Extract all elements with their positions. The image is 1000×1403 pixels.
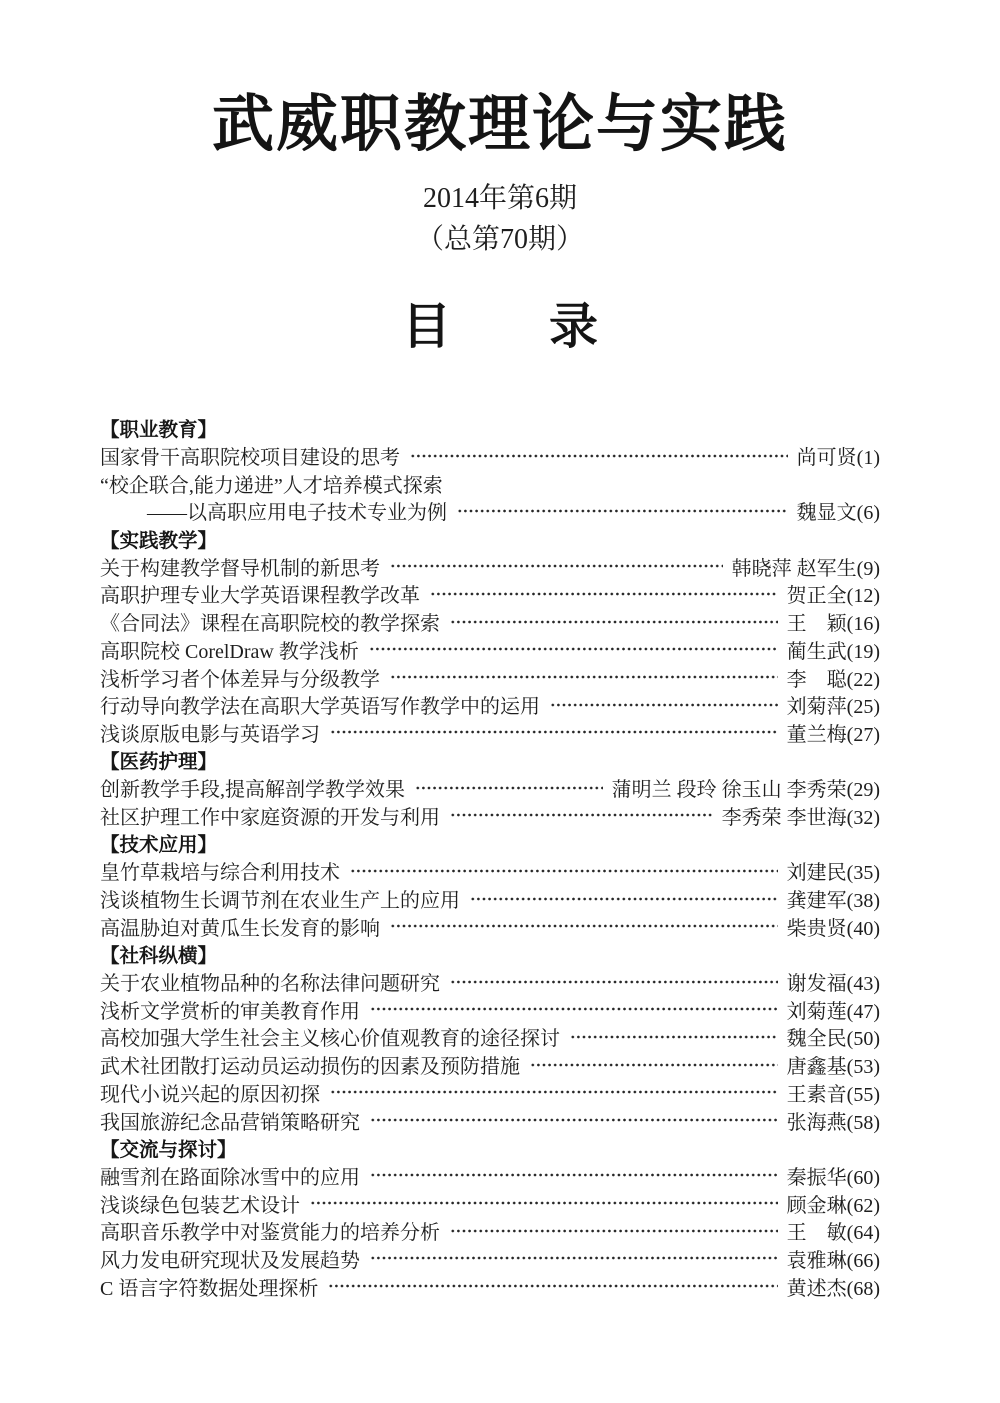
entry-title: 浅析学习者个体差异与分级教学 bbox=[100, 668, 380, 691]
entry-title: C 语言字符数据处理探析 bbox=[100, 1277, 319, 1300]
issue-line: 2014年第6期 bbox=[422, 183, 577, 215]
entry-authors-page: 王素音(55) bbox=[786, 1083, 880, 1106]
dot-leader bbox=[570, 1027, 778, 1047]
dot-leader bbox=[450, 612, 778, 632]
toc-title: 目 录 bbox=[401, 299, 598, 355]
entry-authors-page: 柴贵贤(40) bbox=[786, 917, 880, 940]
entry-authors-page: 刘菊莲(47) bbox=[786, 1000, 880, 1023]
toc-entry bbox=[100, 885, 880, 913]
entry-title: 武术社团散打运动员运动损伤的因素及预防措施 bbox=[100, 1056, 520, 1079]
dot-leader bbox=[457, 501, 788, 521]
entry-title: 高校加强大学生社会主义核心价值观教育的途径探讨 bbox=[100, 1028, 560, 1051]
dot-leader bbox=[450, 1221, 778, 1241]
entry-authors-page: 尚可贤(1) bbox=[796, 447, 880, 470]
dot-leader bbox=[370, 1110, 778, 1130]
entry-title: 现代小说兴起的原因初探 bbox=[100, 1083, 320, 1106]
entry-title: 浅析文学赏析的审美教育作用 bbox=[100, 1000, 360, 1023]
entry-title: 皇竹草栽培与综合利用技术 bbox=[100, 862, 340, 885]
entry-authors-page: 刘菊萍(25) bbox=[786, 696, 880, 719]
entry-authors-page: 王 敏(64) bbox=[786, 1222, 880, 1245]
entry-title: 高职护理专业大学英语课程教学改革 bbox=[100, 585, 420, 608]
dot-leader bbox=[369, 639, 778, 659]
entry-title: 创新教学手段,提高解剖学教学效果 bbox=[100, 779, 405, 802]
toc-entry bbox=[100, 1272, 880, 1300]
dot-leader bbox=[350, 861, 778, 881]
toc-list bbox=[100, 414, 880, 1300]
toc-entry bbox=[100, 636, 880, 664]
entry-title: 行动导向教学法在高职大学英语写作教学中的运用 bbox=[100, 696, 540, 719]
dot-leader bbox=[330, 722, 778, 742]
dot-leader bbox=[390, 556, 723, 576]
entry-authors-page: 龚建军(38) bbox=[786, 890, 880, 913]
dot-leader bbox=[430, 584, 778, 604]
toc-entry bbox=[100, 580, 880, 608]
entry-authors-page: 刘建民(35) bbox=[786, 862, 880, 885]
entry-authors-page: 黄述杰(68) bbox=[786, 1277, 880, 1300]
entry-authors-page: 唐鑫基(53) bbox=[786, 1056, 880, 1079]
toc-entry bbox=[100, 802, 880, 830]
section-heading: 【实践教学】 bbox=[100, 529, 218, 552]
entry-title: “校企联合,能力递进”人才培养模式探索 bbox=[100, 474, 443, 497]
toc-entry bbox=[100, 857, 880, 885]
toc-entry bbox=[100, 552, 880, 580]
dot-leader bbox=[470, 889, 778, 909]
entry-authors-page: 袁雅琳(66) bbox=[786, 1249, 880, 1272]
dot-leader bbox=[415, 778, 603, 798]
entry-title: 《合同法》课程在高职院校的教学探索 bbox=[100, 613, 440, 636]
entry-authors-page: 李秀荣 李世海(32) bbox=[721, 806, 880, 829]
entry-title: 浅谈绿色包装艺术设计 bbox=[100, 1194, 300, 1217]
dot-leader bbox=[530, 1055, 778, 1075]
dot-leader bbox=[310, 1193, 778, 1213]
entry-title: 高温胁迫对黄瓜生长发育的影响 bbox=[100, 917, 380, 940]
entry-title: 关于构建教学督导机制的新思考 bbox=[100, 557, 380, 580]
masthead-block bbox=[0, 0, 1000, 354]
entry-title: 国家骨干高职院校项目建设的思考 bbox=[100, 447, 400, 470]
entry-title: 浅谈原版电影与英语学习 bbox=[100, 723, 320, 746]
entry-title: ——以高职应用电子技术专业为例 bbox=[147, 502, 447, 525]
toc-entry bbox=[100, 912, 880, 940]
toc-entry bbox=[100, 774, 880, 802]
entry-authors-page: 顾金琳(62) bbox=[786, 1194, 880, 1217]
toc-entry bbox=[100, 469, 880, 497]
toc-entry bbox=[100, 1051, 880, 1079]
entry-authors-page: 蒲明兰 段玲 徐玉山 李秀荣(29) bbox=[611, 779, 880, 802]
toc-entry bbox=[100, 1106, 880, 1134]
entry-authors-page: 贺正全(12) bbox=[786, 585, 880, 608]
journal-title: 武威职教理论与实践 bbox=[211, 91, 788, 159]
dot-leader bbox=[550, 695, 778, 715]
entry-title: 我国旅游纪念品营销策略研究 bbox=[100, 1111, 360, 1134]
toc-entry bbox=[100, 1023, 880, 1051]
entry-authors-page: 魏全民(50) bbox=[786, 1028, 880, 1051]
toc-entry bbox=[100, 608, 880, 636]
toc-entry bbox=[100, 442, 880, 470]
section-heading: 【职业教育】 bbox=[100, 418, 218, 441]
entry-title: 社区护理工作中家庭资源的开发与利用 bbox=[100, 806, 440, 829]
entry-authors-page: 秦振华(60) bbox=[786, 1166, 880, 1189]
section-heading: 【社科纵横】 bbox=[100, 944, 218, 967]
section-heading: 【交流与探讨】 bbox=[100, 1138, 237, 1161]
dot-leader bbox=[410, 446, 788, 466]
section-heading: 【技术应用】 bbox=[100, 834, 218, 857]
toc-entry bbox=[100, 691, 880, 719]
toc-entry bbox=[100, 719, 880, 747]
dot-leader bbox=[450, 805, 713, 825]
toc-entry bbox=[100, 1162, 880, 1190]
section-heading: 【医药护理】 bbox=[100, 751, 218, 774]
toc-entry bbox=[100, 968, 880, 996]
toc-entry bbox=[100, 663, 880, 691]
toc-entry bbox=[100, 1217, 880, 1245]
entry-authors-page: 韩晓萍 赵军生(9) bbox=[731, 557, 880, 580]
entry-title: 关于农业植物品种的名称法律问题研究 bbox=[100, 973, 440, 996]
dot-leader bbox=[330, 1082, 778, 1102]
entry-authors-page: 董兰梅(27) bbox=[786, 723, 880, 746]
entry-authors-page: 魏显文(6) bbox=[796, 502, 880, 525]
dot-leader bbox=[370, 999, 778, 1019]
dot-leader bbox=[390, 916, 778, 936]
toc-entry bbox=[100, 1189, 880, 1217]
entry-title: 浅谈植物生长调节剂在农业生产上的应用 bbox=[100, 890, 460, 913]
toc-entry bbox=[100, 497, 880, 525]
toc-entry bbox=[100, 1079, 880, 1107]
dot-leader bbox=[370, 1165, 778, 1185]
entry-title: 风力发电研究现状及发展趋势 bbox=[100, 1249, 360, 1272]
dot-leader bbox=[328, 1276, 777, 1296]
dot-leader bbox=[390, 667, 778, 687]
toc-entry bbox=[100, 1245, 880, 1273]
dot-leader bbox=[450, 972, 778, 992]
entry-authors-page: 蔺生武(19) bbox=[786, 640, 880, 663]
entry-authors-page: 李 聪(22) bbox=[786, 668, 880, 691]
toc-entry bbox=[100, 995, 880, 1023]
total-issue-line: （总第70期） bbox=[415, 224, 584, 256]
entry-title: 高职音乐教学中对鉴赏能力的培养分析 bbox=[100, 1222, 440, 1245]
entry-authors-page: 谢发福(43) bbox=[786, 973, 880, 996]
entry-title: 融雪剂在路面除冰雪中的应用 bbox=[100, 1166, 360, 1189]
entry-title: 高职院校 CorelDraw 教学浅析 bbox=[100, 640, 359, 663]
entry-authors-page: 张海燕(58) bbox=[786, 1111, 880, 1134]
dot-leader bbox=[370, 1248, 778, 1268]
entry-authors-page: 王 颖(16) bbox=[786, 613, 880, 636]
